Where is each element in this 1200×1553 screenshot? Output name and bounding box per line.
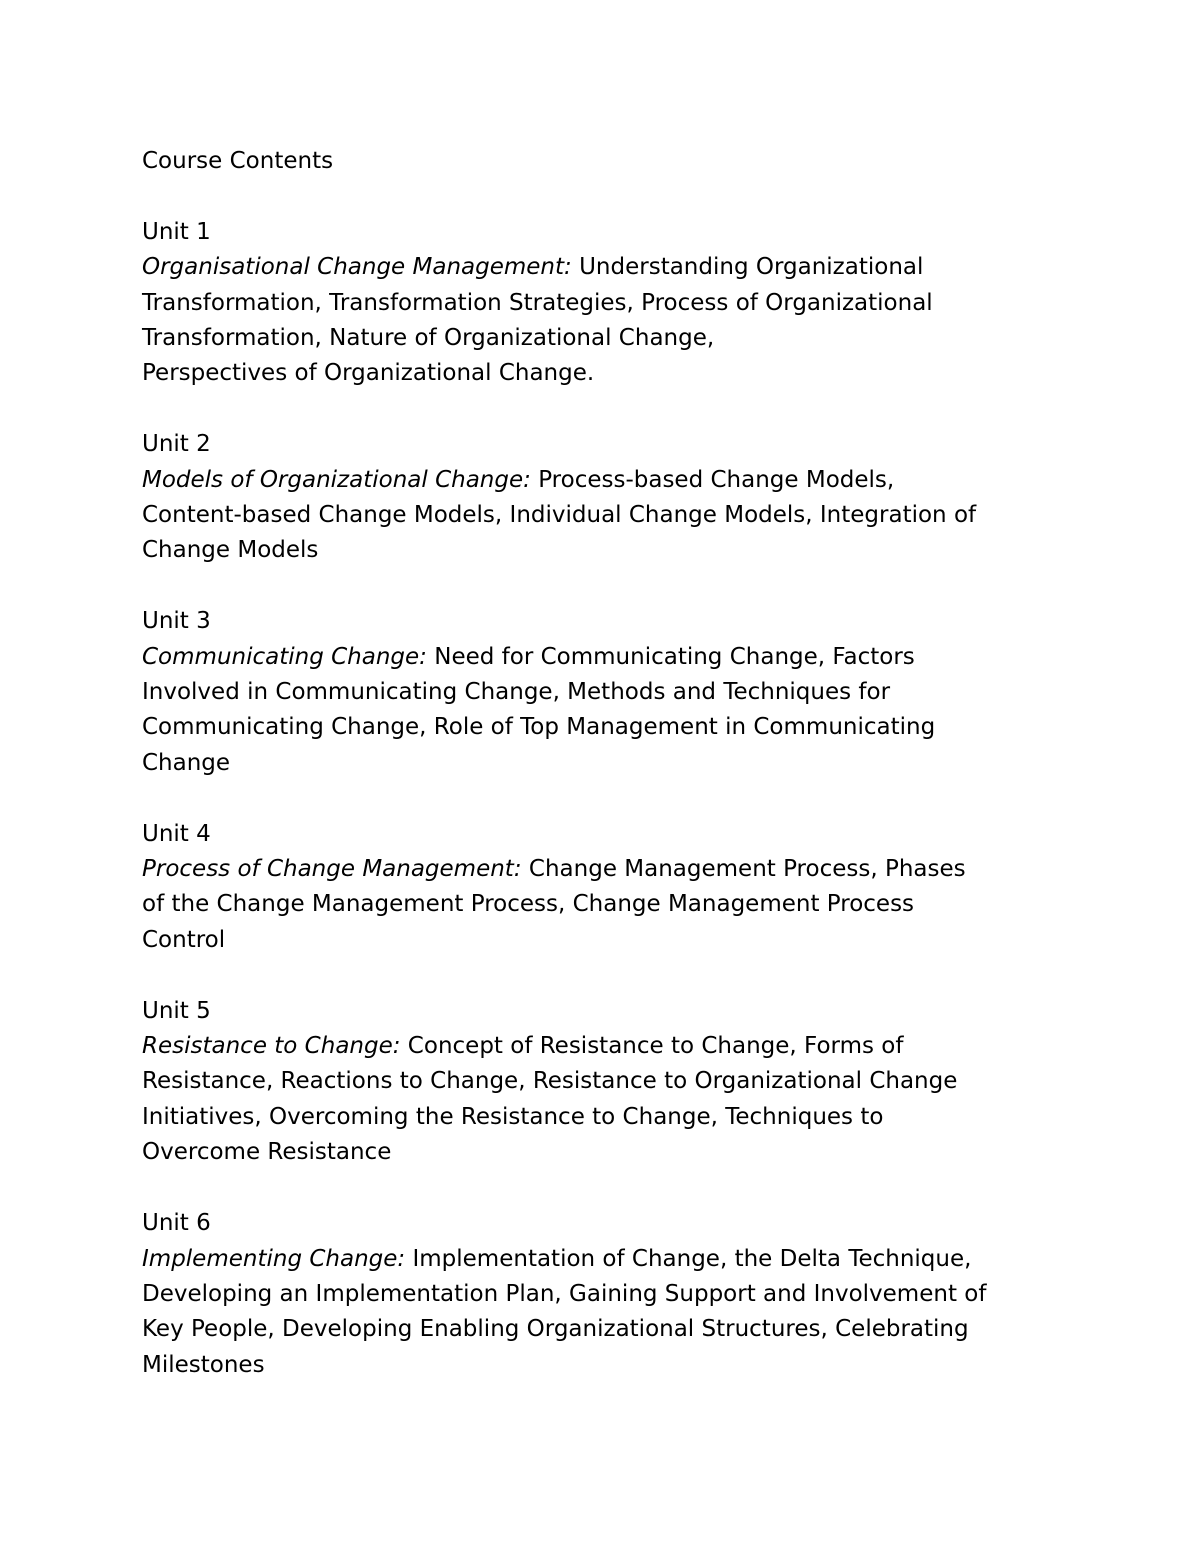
- unit-label: Unit 1: [142, 218, 211, 245]
- unit-description-line: of the Change Management Process, Change Management Process: [142, 891, 915, 918]
- unit-3-section: [142, 604, 1082, 781]
- unit-label: Unit 5: [142, 997, 211, 1024]
- unit-description: [142, 1242, 1082, 1384]
- unit-description-line: Change: [142, 749, 231, 776]
- unit-topic: Implementing Change:: [142, 1245, 406, 1272]
- unit-description: [142, 463, 1082, 569]
- unit-description-text: Change Management Process, Phases: [521, 856, 966, 883]
- unit-2-section: [142, 427, 1082, 569]
- unit-description-line: [142, 250, 1082, 285]
- unit-label: Unit 4: [142, 820, 211, 847]
- unit-description-line: Key People, Developing Enabling Organizational Structures, Celebrating: [142, 1316, 969, 1343]
- unit-description: [142, 1029, 1082, 1171]
- unit-description-line: Involved in Communicating Change, Methods and Techniques for: [142, 679, 891, 706]
- unit-description: [142, 250, 1082, 392]
- unit-topic: Organisational Change Management:: [142, 254, 572, 281]
- unit-description-line: [142, 1029, 1082, 1064]
- unit-1-section: [142, 215, 1082, 392]
- unit-topic: Communicating Change:: [142, 643, 427, 670]
- document-page: [142, 144, 1082, 1419]
- unit-label: Unit 3: [142, 608, 211, 635]
- unit-description-line: [142, 640, 1082, 675]
- unit-description: [142, 640, 1082, 782]
- unit-description-line: Initiatives, Overcoming the Resistance to Change, Techniques to: [142, 1103, 884, 1130]
- unit-description-line: Milestones: [142, 1351, 265, 1378]
- unit-description-line: Resistance, Reactions to Change, Resistance to Organizational Change: [142, 1068, 958, 1095]
- unit-description-line: Overcome Resistance: [142, 1139, 392, 1166]
- unit-description-line: Developing an Implementation Plan, Gaining Support and Involvement of: [142, 1280, 987, 1307]
- page-title: Course Contents: [142, 148, 334, 174]
- unit-description-text: Process-based Change Models,: [530, 466, 895, 493]
- unit-description-line: Change Models: [142, 537, 319, 564]
- unit-topic: Resistance to Change:: [142, 1033, 401, 1060]
- unit-description-text: Implementation of Change, the Delta Technique,: [405, 1245, 972, 1272]
- unit-description-line: Content-based Change Models, Individual Change Models, Integration of: [142, 502, 977, 529]
- unit-description-line: [142, 1242, 1082, 1277]
- unit-description-line: Communicating Change, Role of Top Management in Communicating: [142, 714, 936, 741]
- unit-topic: Process of Change Management:: [142, 856, 522, 883]
- unit-description-line: Perspectives of Organizational Change.: [142, 360, 595, 387]
- unit-description-line: [142, 852, 1082, 887]
- unit-description-text: Understanding Organizational: [571, 254, 924, 281]
- unit-4-section: [142, 817, 1082, 959]
- unit-label: Unit 6: [142, 1210, 211, 1237]
- unit-description-line: [142, 463, 1082, 498]
- unit-topic: Models of Organizational Change:: [142, 466, 531, 493]
- unit-description-text: Need for Communicating Change, Factors: [426, 643, 915, 670]
- unit-description-line: Transformation, Transformation Strategies, Process of Organizational: [142, 289, 933, 316]
- unit-label: Unit 2: [142, 431, 211, 458]
- unit-5-section: [142, 994, 1082, 1171]
- unit-description-text: Concept of Resistance to Change, Forms of: [400, 1033, 904, 1060]
- unit-description-line: Transformation, Nature of Organizational Change,: [142, 325, 715, 352]
- unit-description-line: Control: [142, 926, 226, 953]
- unit-6-section: [142, 1206, 1082, 1383]
- unit-description: [142, 852, 1082, 958]
